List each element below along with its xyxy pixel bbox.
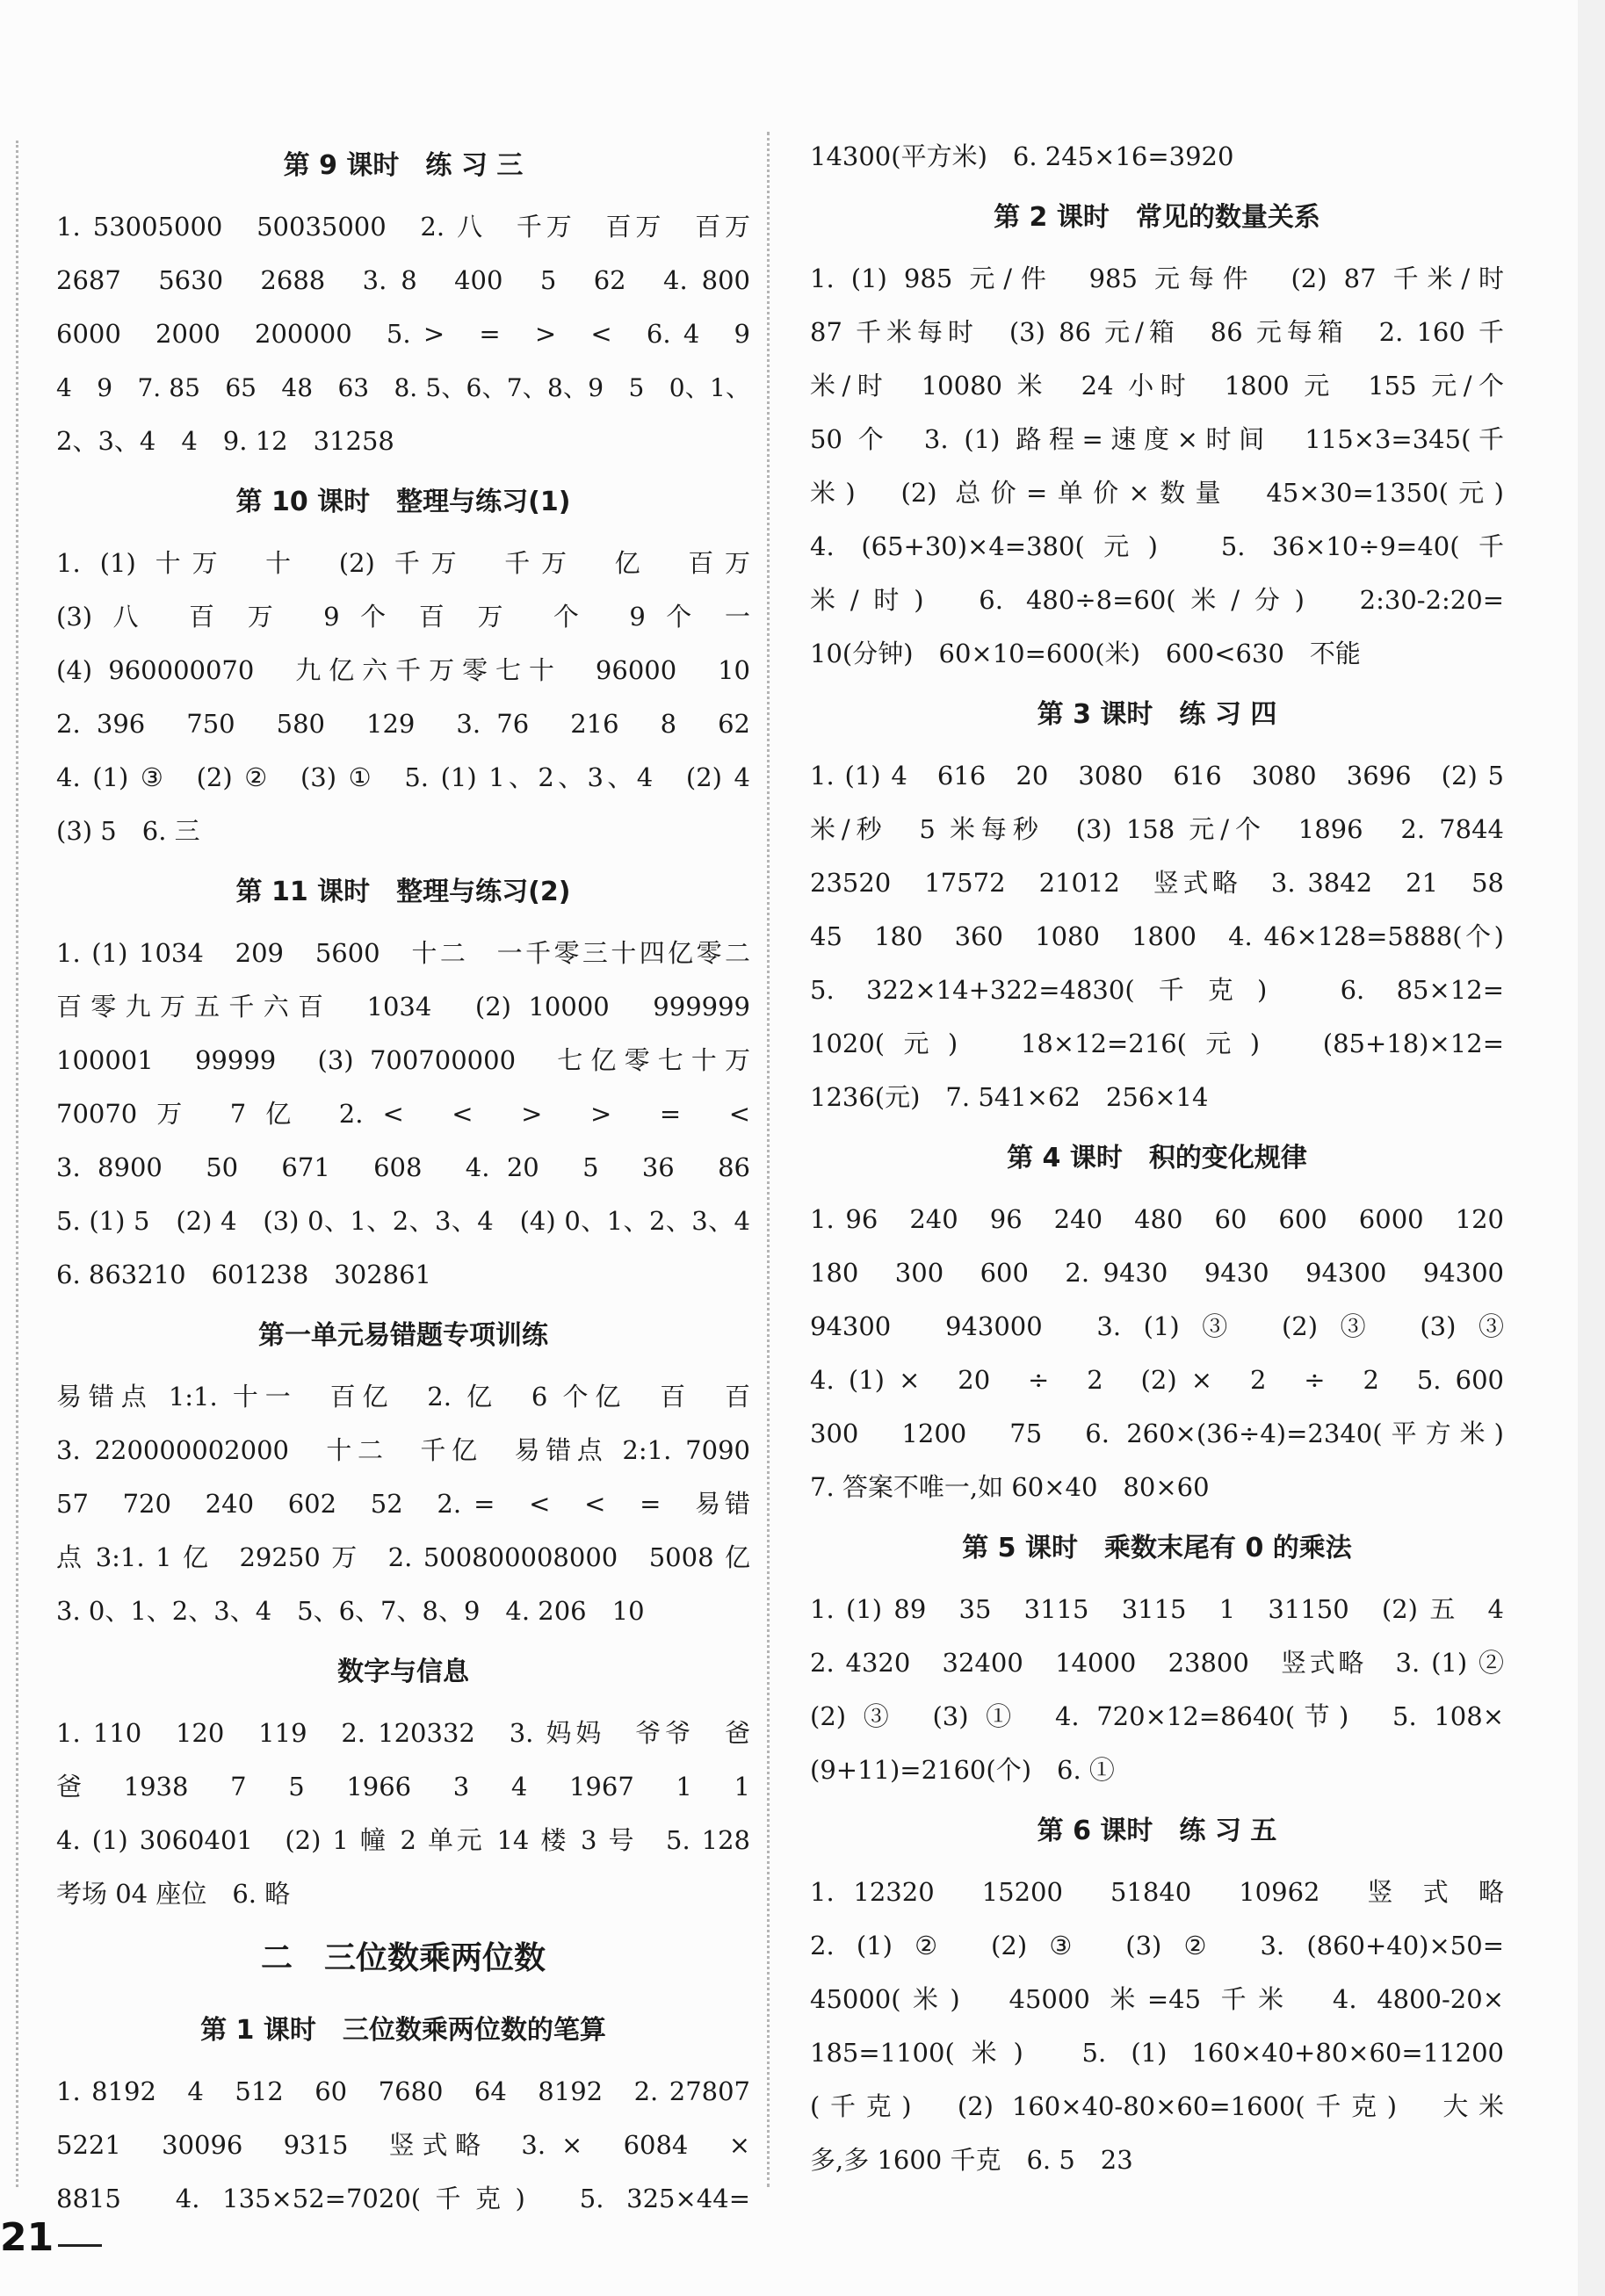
answer-line: 1. 110 120 119 2. 120332 3. 妈妈 爷爷 爸 xyxy=(56,1718,750,1748)
answer-line: 1. (1) 4 616 20 3080 616 3080 3696 (2) 5 xyxy=(810,761,1504,791)
left-column xyxy=(56,132,750,2226)
answer-line: 1. (1) 1034 209 5600 十二 一千零三十四亿零二 xyxy=(56,938,750,968)
section-heading: 第 1 课时 三位数乘两位数的笔算 xyxy=(200,2015,606,2046)
answer-line: 3. 220000002000 十二 千亿 易错点 2:1. 7090 xyxy=(56,1435,750,1465)
answer-line: 3. 0、1、2、3、4 5、6、7、8、9 4. 206 10 xyxy=(56,1596,645,1626)
answer-line: 23520 17572 21012 竖式略 3. 3842 21 58 xyxy=(810,868,1504,898)
answer-line: 57 720 240 602 52 2. = < < = 易错 xyxy=(56,1489,750,1519)
answer-line: 爸 1938 7 5 1966 3 4 1967 1 1 xyxy=(56,1772,750,1801)
answer-line: (千克) (2) 160×40-80×60=1600(千克) 大米 xyxy=(810,2091,1504,2121)
right-column xyxy=(810,130,1504,2187)
answer-line: 300 1200 75 6. 260×(36÷4)=2340(平方米) xyxy=(810,1419,1504,1448)
answer-line: 94300 943000 3. (1) ③ (2) ③ (3) ③ xyxy=(810,1311,1504,1341)
answer-line: 14300(平方米) 6. 245×16=3920 xyxy=(810,141,1234,171)
section-heading: 第 2 课时 常见的数量关系 xyxy=(994,202,1320,233)
answer-line: 70070 万 7 亿 2. < < > > = < xyxy=(56,1099,750,1129)
answer-line: 4 9 7. 85 65 48 63 8. 5、6、7、8、9 5 0、1、 xyxy=(56,373,750,402)
answer-line: 6000 2000 200000 5. > = > < 6. 4 9 xyxy=(56,319,750,349)
answer-line: 6. 863210 601238 302861 xyxy=(56,1260,431,1289)
answer-line: 米/时 10080 米 24 小时 1800 元 155 元/个 xyxy=(810,371,1504,401)
answer-line: 8815 4. 135×52=7020(千克) 5. 325×44= xyxy=(56,2184,750,2213)
page-number-dash xyxy=(58,2244,102,2247)
page-number: 21 xyxy=(0,2215,54,2260)
answer-line: 1. (1) 十万 十 (2) 千万 千万 亿 百万 xyxy=(56,548,750,578)
answer-line: 185=1100(米) 5. (1) 160×40+80×60=11200 xyxy=(810,2038,1504,2068)
answer-line: 5221 30096 9315 竖式略 3. × 6084 × xyxy=(56,2130,750,2160)
answer-line: 10(分钟) 60×10=600(米) 600<630 不能 xyxy=(810,639,1361,668)
answer-line: 50 个 3. (1) 路程=速度×时间 115×3=345(千 xyxy=(810,424,1504,454)
answer-line: 1. (1) 985 元/件 985 元每件 (2) 87 千米/时 xyxy=(810,264,1504,293)
answer-line: 1. 53005000 50035000 2. 八 千万 百万 百万 xyxy=(56,212,750,242)
answer-line: 45000(米) 45000 米=45 千米 4. 4800-20× xyxy=(810,1984,1504,2014)
answer-line: 米) (2) 总价=单价×数量 45×30=1350(元) xyxy=(810,478,1504,508)
answer-line: 7. 答案不唯一,如 60×40 80×60 xyxy=(810,1472,1210,1502)
answer-line: (4) 960000070 九亿六千万零七十 96000 10 xyxy=(56,655,750,685)
left-margin-rule xyxy=(16,141,18,2187)
unit-heading: 二 三位数乘两位数 xyxy=(260,1940,546,1976)
column-divider xyxy=(767,132,770,2187)
section-heading: 第 9 课时 练 习 三 xyxy=(283,150,524,181)
section-heading: 第 10 课时 整理与练习(1) xyxy=(235,487,571,517)
answer-line: 1020(元) 18×12=216(元) (85+18)×12= xyxy=(810,1029,1504,1058)
answer-line: 1. 96 240 96 240 480 60 600 6000 120 xyxy=(810,1204,1504,1234)
answer-line: 2687 5630 2688 3. 8 400 5 62 4. 800 xyxy=(56,265,750,295)
answer-line: 百零九万五千六百 1034 (2) 10000 999999 xyxy=(56,992,750,1022)
section-heading: 第 4 课时 积的变化规律 xyxy=(1007,1143,1307,1173)
answer-line: 2. (1) ② (2) ③ (3) ② 3. (860+40)×50= xyxy=(810,1931,1504,1960)
answer-line: 87 千米每时 (3) 86 元/箱 86 元每箱 2. 160 千 xyxy=(810,317,1504,347)
answer-line: 5. (1) 5 (2) 4 (3) 0、1、2、3、4 (4) 0、1、2、3、4 xyxy=(56,1206,750,1236)
answer-line: (3) 八 百 万 9 个 百 万 个 9 个 一 xyxy=(56,602,750,632)
answer-line: 易错点 1:1. 十一 百亿 2. 亿 6 个亿 百 百 xyxy=(56,1382,750,1412)
answer-line: 考场 04 座位 6. 略 xyxy=(56,1879,291,1909)
section-heading: 第 11 课时 整理与练习(2) xyxy=(235,877,571,907)
answer-line: 3. 8900 50 671 608 4. 20 5 36 86 xyxy=(56,1152,750,1182)
answer-line: (2) ③ (3) ① 4. 720×12=8640(节) 5. 108× xyxy=(810,1701,1504,1731)
section-heading: 数字与信息 xyxy=(337,1657,469,1687)
answer-line: 1. 8192 4 512 60 7680 64 8192 2. 27807 xyxy=(56,2076,750,2106)
section-heading: 第 3 课时 练 习 四 xyxy=(1037,699,1277,730)
answer-line: 多,多 1600 千克 6. 5 23 xyxy=(810,2145,1133,2175)
answer-line: 4. (65+30)×4=380(元) 5. 36×10÷9=40(千 xyxy=(810,531,1504,561)
answer-line: 米/时) 6. 480÷8=60(米/分) 2:30-2:20= xyxy=(810,585,1504,615)
answer-line: 米/秒 5 米每秒 (3) 158 元/个 1896 2. 7844 xyxy=(810,814,1504,844)
answer-line: 2. 4320 32400 14000 23800 竖式略 3. (1) ② xyxy=(810,1648,1504,1678)
answer-line: 4. (1) × 20 ÷ 2 (2) × 2 ÷ 2 5. 600 xyxy=(810,1365,1504,1395)
answer-line: (3) 5 6. 三 xyxy=(56,816,200,846)
section-heading: 第一单元易错题专项训练 xyxy=(258,1320,548,1351)
answer-line: 100001 99999 (3) 700700000 七亿零七十万 xyxy=(56,1045,750,1075)
answer-line: 4. (1) ③ (2) ② (3) ① 5. (1) 1、2、3、4 (2) 4 xyxy=(56,762,750,792)
section-heading: 第 5 课时 乘数末尾有 0 的乘法 xyxy=(962,1533,1352,1563)
answer-line: 180 300 600 2. 9430 9430 94300 94300 xyxy=(810,1258,1504,1288)
answer-line: 点 3:1. 1 亿 29250 万 2. 500800008000 5008 亿 xyxy=(56,1542,750,1572)
answer-line: 5. 322×14+322=4830(千克) 6. 85×12= xyxy=(810,975,1504,1005)
answer-line: 2. 396 750 580 129 3. 76 216 8 62 xyxy=(56,709,750,739)
answer-line: 1. (1) 89 35 3115 3115 1 31150 (2) 五 4 xyxy=(810,1594,1504,1624)
answer-line: 4. (1) 3060401 (2) 1 幢 2 单元 14 楼 3 号 5. 128 xyxy=(56,1825,750,1855)
answer-line: 1. 12320 15200 51840 10962 竖 式 略 xyxy=(810,1877,1504,1907)
answer-line: (9+11)=2160(个) 6. ① xyxy=(810,1755,1115,1785)
answer-line: 45 180 360 1080 1800 4. 46×128=5888(个) xyxy=(810,921,1504,951)
section-heading: 第 6 课时 练 习 五 xyxy=(1037,1816,1277,1846)
answer-line: 1236(元) 7. 541×62 256×14 xyxy=(810,1082,1209,1112)
answer-line: 2、3、4 4 9. 12 31258 xyxy=(56,426,394,456)
